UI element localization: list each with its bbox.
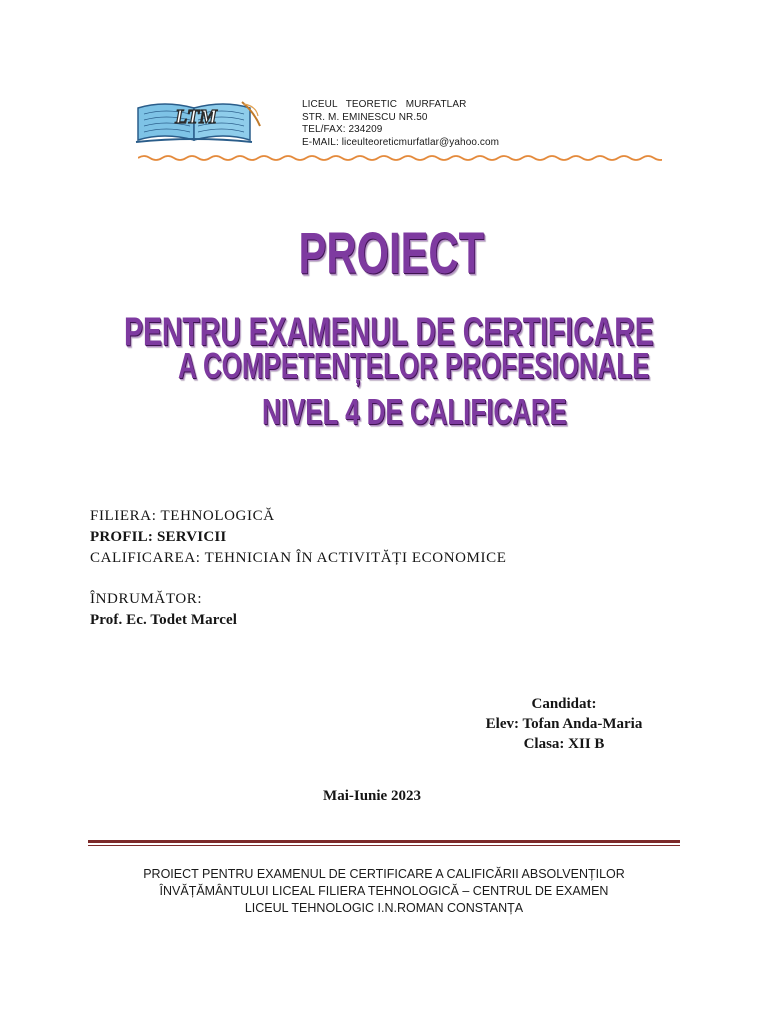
candidate-name: Elev: Tofan Anda-Maria [485, 716, 643, 732]
title-line-3: NIVEL 4 DE CALIFICARE [262, 391, 567, 432]
profil-text: PROFIL: SERVICII [90, 529, 227, 545]
candidate-block [452, 694, 676, 754]
candidate-label: Candidat: [531, 696, 597, 712]
footer-divider-thin [88, 845, 680, 846]
footer-divider [88, 840, 680, 847]
logo-text: LTM [175, 106, 217, 128]
footer-line-3: LICEUL TEHNOLOGIC I.N.ROMAN CONSTANȚA [244, 901, 524, 915]
school-phone: TEL/FAX: 234209 [302, 124, 383, 135]
filiera-text: FILIERA: TEHNOLOGICĂ [90, 508, 275, 524]
calificarea-text: CALIFICAREA: TEHNICIAN ÎN ACTIVITĂȚI ECONOMICE [90, 550, 507, 566]
footer-line-2: ÎNVĂȚĂMÂNTULUI LICEAL FILIERA TEHNOLOGICĂ – CENTRUL DE EXAMEN [159, 884, 609, 898]
candidate-class: Clasa: XII B [523, 736, 605, 752]
title-line-2: A COMPETENȚELOR PROFESIONALE [178, 345, 650, 386]
letterhead-divider [138, 154, 662, 162]
footer-divider-thick [88, 840, 680, 843]
mentor-name: Prof. Ec. Todet Marcel [90, 612, 238, 628]
letterhead [134, 94, 664, 166]
title-line-1: PENTRU EXAMENUL DE CERTIFICARE [124, 310, 654, 354]
school-email: E-MAIL: liceulteoreticmurfatlar@yahoo.com [302, 136, 500, 148]
mentor-block [90, 589, 237, 631]
school-logo [134, 96, 264, 146]
footer [90, 866, 678, 917]
qualification-details [90, 506, 506, 569]
page-title: PROIECT [298, 221, 485, 286]
mentor-label: ÎNDRUMĂTOR: [90, 591, 203, 607]
school-name: LICEUL TEORETIC MURFATLAR [302, 99, 467, 110]
school-info [302, 99, 499, 149]
school-address: STR. M. EMINESCU NR.50 [302, 111, 428, 123]
exam-date: Mai-Iunie 2023 [323, 788, 421, 804]
footer-line-1: PROIECT PENTRU EXAMENUL DE CERTIFICARE A CALIFICĂRII ABSOLVENȚILOR [143, 867, 625, 881]
